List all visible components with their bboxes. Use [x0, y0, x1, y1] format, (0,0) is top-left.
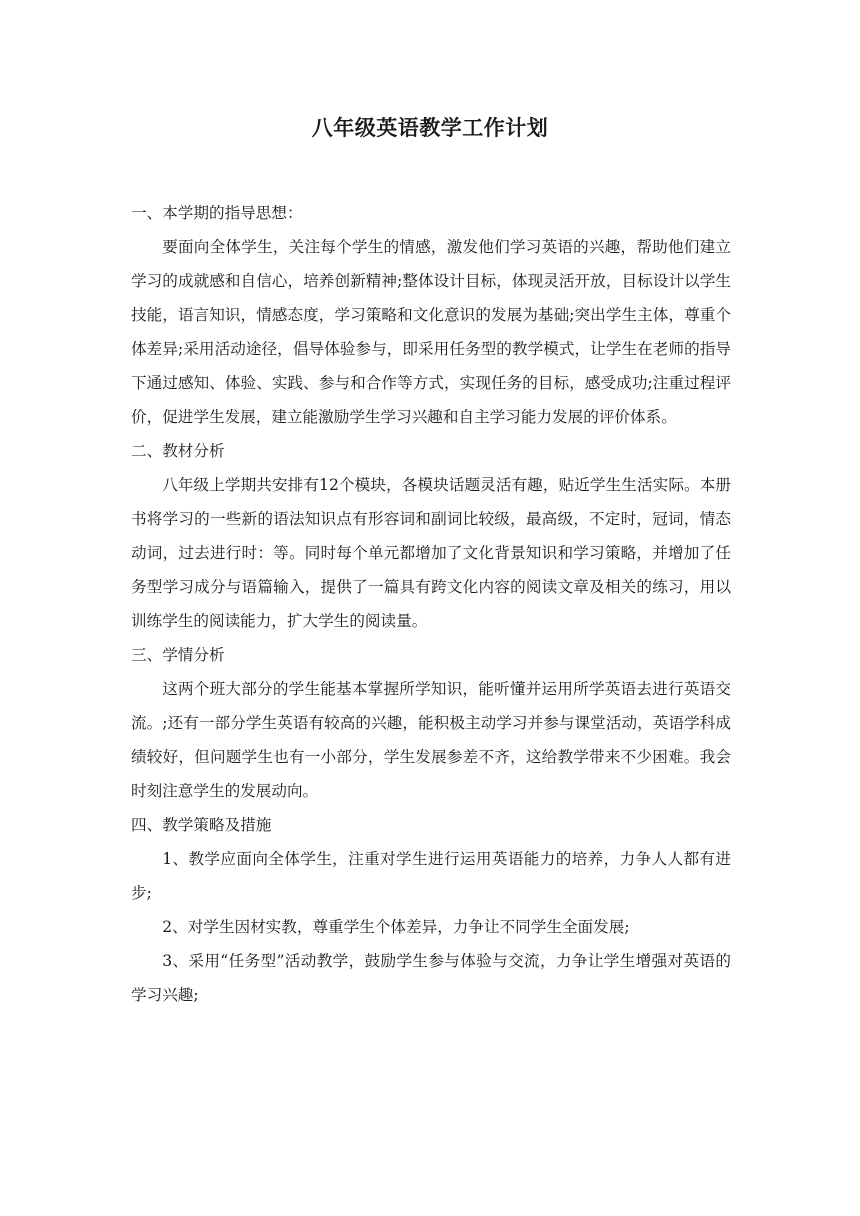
document-title: 八年级英语教学工作计划	[311, 116, 549, 140]
strategy-item: 1、教学应面向全体学生，注重对学生进行运用英语能力的培养，力争人人都有进步;	[131, 850, 731, 902]
section-student-analysis	[131, 638, 731, 808]
section-heading: 一、本学期的指导思想：	[131, 204, 303, 222]
section-textbook-analysis	[131, 434, 731, 638]
section-paragraph: 八年级上学期共安排有12个模块，各模块话题灵活有趣，贴近学生生活实际。本册书将学习的一些新的语法知识点有形容词和副词比较级，最高级，不定时，冠词，情态动词，过去进行时：等。同时每个单元都增加了文化背景知识和学习策略，并增加了任务型学习成分与语篇输入，提供了一篇具有跨文化内容的阅读文章及相关的练习，用以训练学生的阅读能力，扩大学生的阅读量。	[131, 476, 731, 630]
section-heading: 四、教学策略及措施	[131, 816, 272, 834]
section-paragraph: 要面向全体学生，关注每个学生的情感，激发他们学习英语的兴趣，帮助他们建立学习的成就感和自信心，培养创新精神;整体设计目标，体现灵活开放，目标设计以学生技能，语言知识，情感态度，学习策略和文化意识的发展为基础;突出学生主体，尊重个体差异;采用活动途径，倡导体验参与，即采用任务型的教学模式，让学生在老师的指导下通过感知、体验、实践、参与和合作等方式，实现任务的目标，感受成功;注重过程评价，促进学生发展，建立能激励学生学习兴趣和自主学习能力发展的评价体系。	[131, 238, 731, 426]
section-heading: 三、学情分析	[131, 646, 225, 664]
document-body	[131, 196, 731, 1012]
section-paragraph: 这两个班大部分的学生能基本掌握所学知识，能听懂并运用所学英语去进行英语交流。;还有一部分学生英语有较高的兴趣，能积极主动学习并参与课堂活动，英语学科成绩较好，但问题学生也有一小部分，学生发展参差不齐，这给教学带来不少困难。我会时刻注意学生的发展动向。	[131, 680, 731, 800]
strategy-item: 2、对学生因材实教，尊重学生个体差异，力争让不同学生全面发展;	[162, 918, 630, 936]
section-guiding-thought	[131, 196, 731, 434]
section-teaching-strategies	[131, 808, 731, 1012]
section-heading: 二、教材分析	[131, 442, 225, 460]
strategy-item: 3、采用“任务型”活动教学，鼓励学生参与体验与交流，力争让学生增强对英语的学习兴趣;	[131, 952, 731, 1004]
